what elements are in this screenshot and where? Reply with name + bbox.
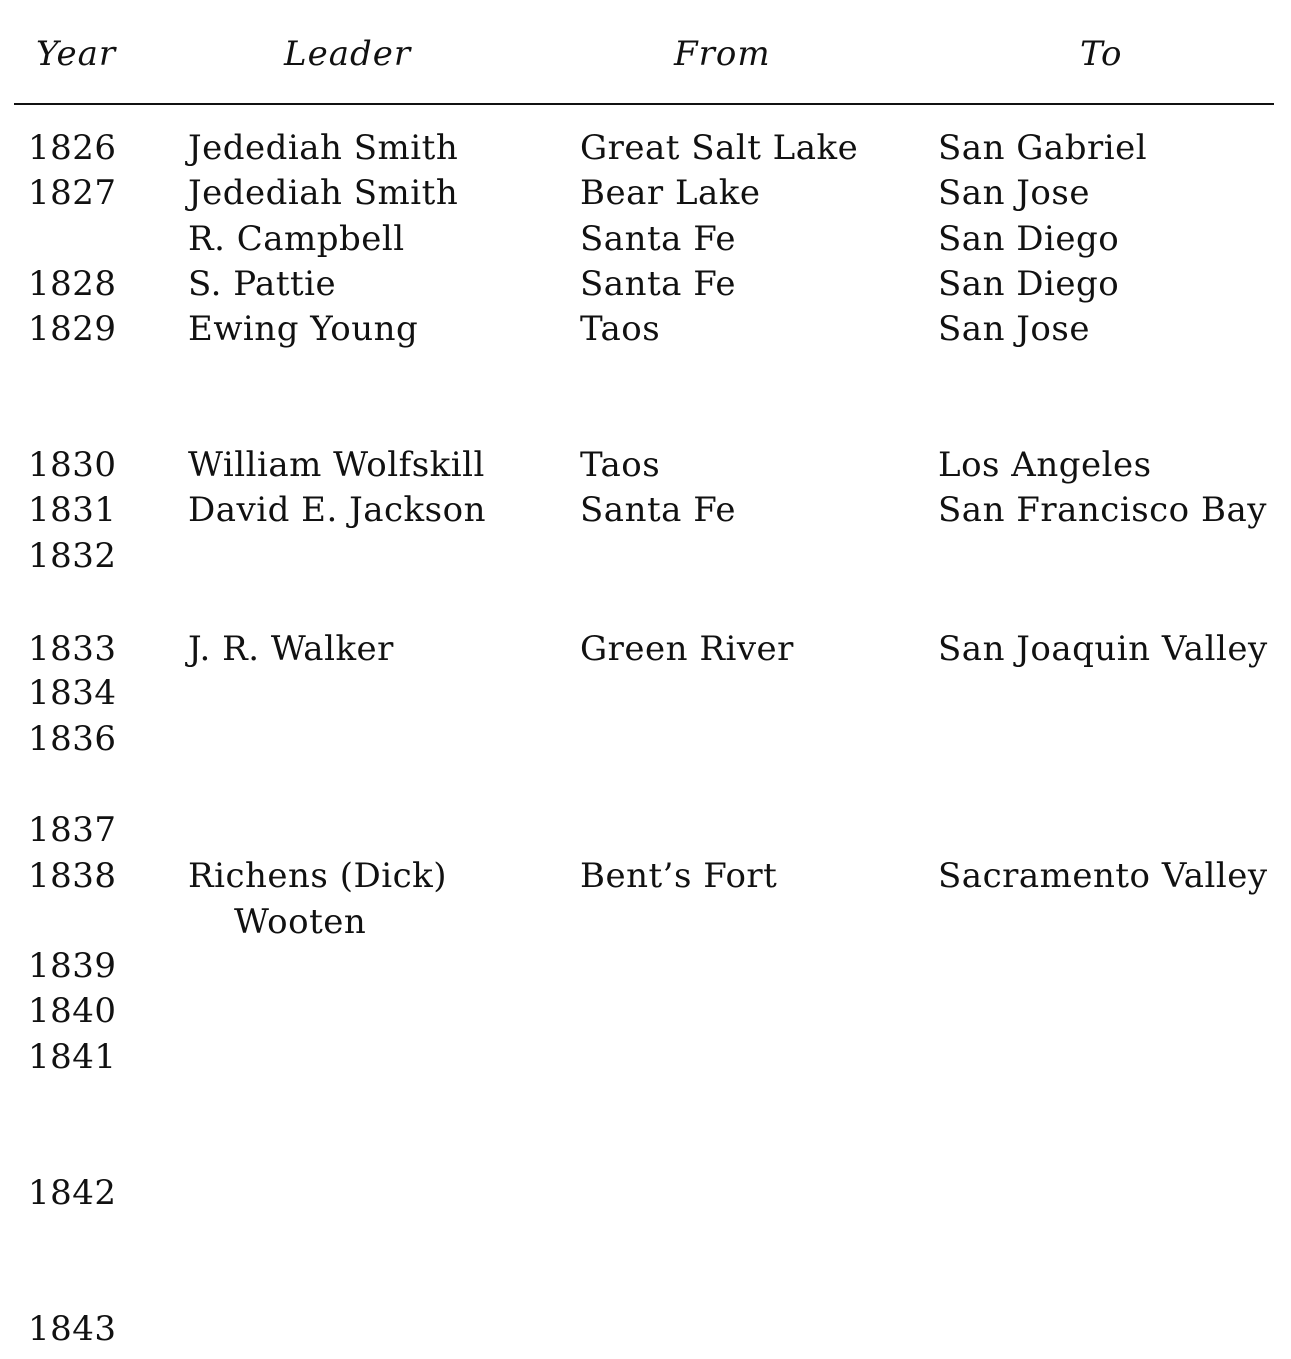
cell-year: 1837 bbox=[28, 810, 117, 850]
cell-year: 1841 bbox=[28, 1037, 117, 1077]
cell-from: Santa Fe bbox=[580, 219, 737, 259]
cell-leader: Richens (Dick) bbox=[188, 856, 447, 896]
cell-to: Sacramento Valley bbox=[938, 856, 1268, 896]
cell-year: 1826 bbox=[28, 128, 117, 168]
header-from: From bbox=[674, 34, 771, 74]
cell-year: 1831 bbox=[28, 490, 117, 530]
cell-leader: Jedediah Smith bbox=[188, 173, 459, 213]
cell-year: 1829 bbox=[28, 309, 117, 349]
cell-leader: Jedediah Smith bbox=[188, 128, 459, 168]
cell-leader: William Wolfskill bbox=[188, 445, 485, 485]
cell-leader: David E. Jackson bbox=[188, 490, 486, 530]
cell-to: San Francisco Bay bbox=[938, 490, 1267, 530]
cell-to: San Joaquin Valley bbox=[938, 629, 1268, 669]
header-year: Year bbox=[36, 34, 117, 74]
cell-to: San Diego bbox=[938, 264, 1120, 304]
cell-year: 1833 bbox=[28, 629, 117, 669]
cell-year: 1828 bbox=[28, 264, 117, 304]
table-row bbox=[0, 533, 1291, 579]
table-row bbox=[0, 670, 1291, 716]
cell-from: Santa Fe bbox=[580, 490, 737, 530]
table-row bbox=[0, 807, 1291, 853]
table-row bbox=[0, 170, 1291, 216]
cell-from: Santa Fe bbox=[580, 264, 737, 304]
cell-from: Bent’s Fort bbox=[580, 856, 778, 896]
table-row bbox=[0, 125, 1291, 171]
cell-year: 1830 bbox=[28, 445, 117, 485]
cell-leader: S. Pattie bbox=[188, 264, 337, 304]
cell-year: 1840 bbox=[28, 991, 117, 1031]
header-to: To bbox=[1080, 34, 1123, 74]
table-row bbox=[0, 988, 1291, 1034]
cell-year: 1843 bbox=[28, 1309, 117, 1349]
header-leader: Leader bbox=[284, 34, 412, 74]
table-row bbox=[0, 853, 1291, 942]
cell-year: 1842 bbox=[28, 1173, 117, 1213]
cell-year: 1836 bbox=[28, 719, 117, 759]
table-row bbox=[0, 487, 1291, 533]
cell-to: San Jose bbox=[938, 173, 1090, 213]
cell-leader: R. Campbell bbox=[188, 219, 405, 259]
table-row bbox=[0, 306, 1291, 352]
table-row bbox=[0, 216, 1291, 262]
cell-leader: J. R. Walker bbox=[188, 629, 394, 669]
cell-year: 1827 bbox=[28, 173, 117, 213]
table-row bbox=[0, 261, 1291, 307]
table-row bbox=[0, 442, 1291, 488]
table-row bbox=[0, 943, 1291, 989]
cell-year: 1838 bbox=[28, 856, 117, 896]
table-row bbox=[0, 626, 1291, 672]
cell-to: San Diego bbox=[938, 219, 1120, 259]
cell-from: Green River bbox=[580, 629, 794, 669]
cell-from: Bear Lake bbox=[580, 173, 761, 213]
cell-from: Taos bbox=[580, 309, 661, 349]
table-row bbox=[0, 1170, 1291, 1216]
cell-year: 1839 bbox=[28, 946, 117, 986]
cell-to: Los Angeles bbox=[938, 445, 1152, 485]
cell-leader-continuation: Wooten bbox=[234, 902, 367, 942]
cell-from: Taos bbox=[580, 445, 661, 485]
cell-year: 1834 bbox=[28, 673, 117, 713]
cell-to: San Jose bbox=[938, 309, 1090, 349]
table-row bbox=[0, 1306, 1291, 1352]
cell-to: San Gabriel bbox=[938, 128, 1148, 168]
cell-year: 1832 bbox=[28, 536, 117, 576]
header-rule bbox=[14, 103, 1274, 105]
cell-from: Great Salt Lake bbox=[580, 128, 859, 168]
cell-leader: Ewing Young bbox=[188, 309, 419, 349]
table-row bbox=[0, 716, 1291, 762]
table-row bbox=[0, 1034, 1291, 1080]
